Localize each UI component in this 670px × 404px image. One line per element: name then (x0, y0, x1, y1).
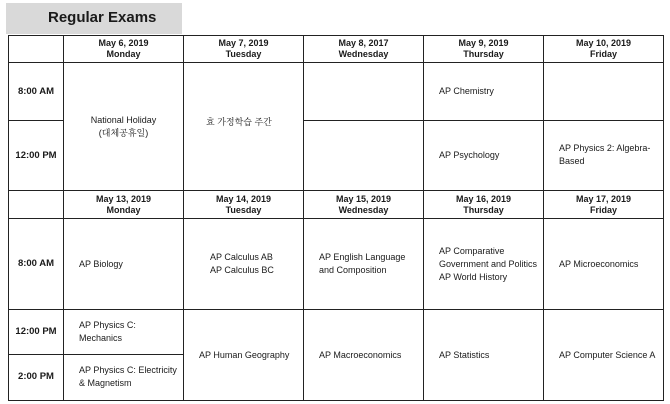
day-header: May 17, 2019 Friday (544, 191, 664, 219)
week2-header-row (9, 191, 664, 219)
header-corner (9, 36, 64, 63)
day-header: May 15, 2019 Wednesday (304, 191, 424, 219)
exam-cell: AP Macroeconomics (304, 310, 424, 401)
exam-cell: AP English Language and Composition (304, 219, 424, 310)
empty-cell (544, 63, 664, 120)
day-header: May 14, 2019 Tuesday (184, 191, 304, 219)
week1-header-row (9, 36, 664, 63)
exam-cell: AP Physics C: Mechanics (64, 310, 184, 354)
week2-noon-row (9, 310, 664, 354)
day-header: May 16, 2019 Thursday (424, 191, 544, 219)
exam-cell: AP Statistics (424, 310, 544, 401)
header-corner (9, 191, 64, 219)
section-title-box (6, 3, 182, 34)
time-label: 8:00 AM (9, 63, 64, 120)
empty-cell (304, 120, 424, 191)
time-label: 2:00 PM (9, 354, 64, 400)
section-title: Regular Exams (48, 9, 157, 26)
exam-cell: AP Human Geography (184, 310, 304, 401)
exam-cell: AP Psychology (424, 120, 544, 191)
day-header: May 8, 2017 Wednesday (304, 36, 424, 63)
exam-cell: AP Chemistry (424, 63, 544, 120)
exam-cell: AP Calculus AB AP Calculus BC (184, 219, 304, 310)
day-header: May 13, 2019 Monday (64, 191, 184, 219)
exam-cell: National Holiday (대체공휴일) (64, 63, 184, 191)
exam-cell: AP Comparative Government and Politics AP World History (424, 219, 544, 310)
week2-am-row (9, 219, 664, 310)
exam-cell: AP Physics C: Electricity & Magnetism (64, 354, 184, 400)
empty-cell (304, 63, 424, 120)
day-header: May 7, 2019 Tuesday (184, 36, 304, 63)
day-header: May 10, 2019 Friday (544, 36, 664, 63)
day-header: May 9, 2019 Thursday (424, 36, 544, 63)
time-label: 12:00 PM (9, 120, 64, 191)
time-label: 12:00 PM (9, 310, 64, 354)
exam-schedule-table (8, 35, 664, 401)
exam-cell: AP Computer Science A (544, 310, 664, 401)
time-label: 8:00 AM (9, 219, 64, 310)
exam-cell: AP Physics 2: Algebra-Based (544, 120, 664, 191)
week1-am-row (9, 63, 664, 120)
day-header: May 6, 2019 Monday (64, 36, 184, 63)
exam-cell: 효 가정학습 주간 (184, 63, 304, 191)
exam-cell: AP Biology (64, 219, 184, 310)
exam-cell: AP Microeconomics (544, 219, 664, 310)
